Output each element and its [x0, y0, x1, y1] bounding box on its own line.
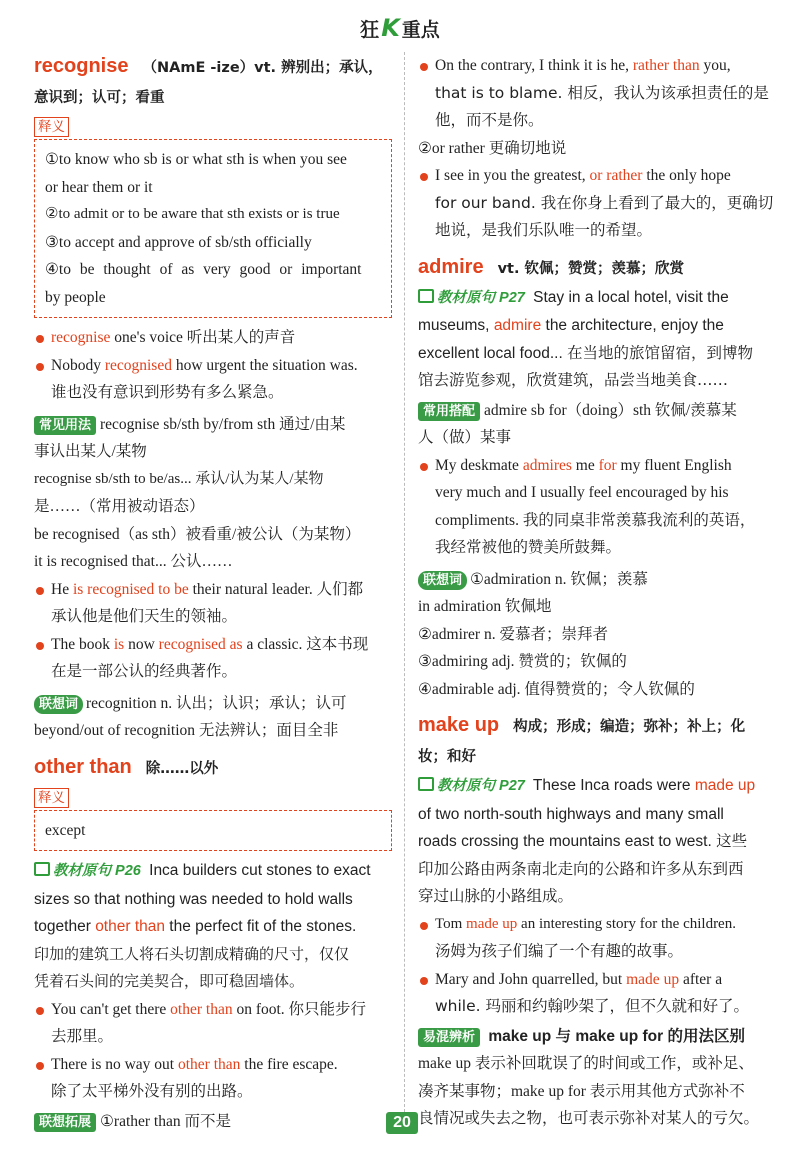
shiyi-tag: 释义 — [34, 117, 69, 137]
diff-line: 凑齐某事物；make up for 表示用其他方式弥补不 — [418, 1082, 745, 1100]
assoc-tag: 联想词 — [34, 695, 83, 714]
assoc-line: ④admirable adj. 值得赞赏的；令人钦佩的 — [418, 680, 695, 698]
usage-tag: 常见用法 — [34, 416, 96, 435]
example-translation: 承认他是他们天生的领袖。 — [51, 607, 238, 625]
usage-line: be recognised（as sth）被看重/被公认（为某物） — [34, 525, 361, 543]
source-translation: 凭着石头间的完美契合，即可稳固墙体。 — [34, 972, 305, 990]
diff-title: 易混辨析 make up 与 make up for 的用法区别 — [418, 1023, 778, 1051]
example-sentence: There is no way out other than the fire escape. — [34, 1051, 392, 1079]
assoc-line: beyond/out of recognition 无法辨认；面目全非 — [34, 722, 339, 739]
source-translation: 馆去游览参观，欣赏建筑，品尝当地美食…… — [418, 371, 729, 389]
source-sentence: 教材原句 P27 These Inca roads were made up — [418, 772, 778, 801]
source-translation: 印加公路由两条南北走向的公路和许多从东到西 — [418, 859, 744, 878]
example-sentence: Nobody recognised how urgent the situation was. — [34, 352, 392, 380]
example-sentence: He is recognised to be their natural leader. 人们都 — [34, 576, 392, 604]
source-sentence: 教材原句 P26 Inca builders cut stones to exact — [34, 857, 392, 886]
usage-line: it is recognised that... 公认…… — [34, 553, 233, 570]
left-column — [34, 52, 392, 1135]
assoc-line: 联想词 recognition n. 认出；认识；承认；认可 — [34, 690, 392, 718]
other-than-definition: 除……以外 — [145, 760, 219, 777]
diff-line: make up 表示补回耽误了的时间或工作，或补足、 — [418, 1055, 754, 1072]
recognise-meaning-box — [34, 139, 392, 318]
source-sentence: together other than the perfect fit of the stones. — [34, 918, 357, 935]
shiyi-tag: 释义 — [34, 788, 69, 808]
headword-admire: admire — [418, 255, 484, 278]
make-up-definition-2: 妆；和好 — [418, 749, 476, 765]
example-translation: 去那里。 — [51, 1027, 114, 1045]
headword-recognise: recognise — [34, 55, 129, 77]
example-sentence: My deskmate admires me for my fluent English — [418, 452, 778, 480]
source-tag: 教材原句 P27 — [418, 778, 525, 794]
example-translation: 在是一部公认的经典著作。 — [51, 662, 238, 680]
meaning-line: or hear them or it — [45, 178, 153, 196]
usage-line: 事认出某人/某物 — [34, 443, 147, 460]
usage-line: 是……（常用被动语态） — [34, 498, 205, 515]
make-up-definition: 构成；形成；编造；弥补；补上；化 — [513, 719, 746, 735]
entry-admire-head — [418, 253, 778, 284]
assoc-line: 联想词 ①admiration n. 钦佩；羡慕 — [418, 566, 778, 594]
collocation-tag: 常用搭配 — [418, 402, 480, 421]
page-header — [0, 14, 800, 42]
example-sentence: I see in you the greatest, or rather the only hope — [418, 162, 778, 190]
column-divider — [404, 52, 405, 1112]
extension-tag: 联想拓展 — [34, 1113, 96, 1132]
source-sentence: roads crossing the mountains east to west. 这些 — [418, 833, 748, 850]
source-sentence: of two north-south highways and many small — [418, 805, 724, 823]
assoc-line: in admiration 钦佩地 — [418, 598, 552, 615]
example-sentence-cont: very much and I usually feel encouraged by his — [435, 484, 729, 501]
header-k: K — [381, 14, 400, 42]
example-translation: that is to blame. 相反，我认为该承担责任的是 — [435, 83, 769, 102]
header-left: 狂 — [360, 19, 380, 41]
headword-other-than: other than — [34, 755, 132, 778]
source-translation: 印加的建筑工人将石头切割成精确的尺寸，仅仅 — [34, 944, 350, 963]
headword-make-up: make up — [418, 714, 500, 736]
header-right: 重点 — [401, 19, 440, 41]
diff-tag: 易混辨析 — [418, 1028, 480, 1047]
source-tag: 教材原句 P26 — [34, 863, 141, 879]
example-sentence: Mary and John quarrelled, but made up after a — [418, 966, 778, 994]
other-than-meaning-box — [34, 810, 392, 852]
entry-recognise-head — [34, 52, 392, 83]
assoc-line: ③admiring adj. 赞赏的；钦佩的 — [418, 653, 627, 670]
right-column — [418, 52, 778, 1133]
page-number: 20 — [386, 1112, 418, 1134]
extension-line: ②or rather 更确切地说 — [418, 139, 567, 157]
example-translation: 除了太平梯外没有别的出路。 — [51, 1082, 253, 1100]
diff-line: 良情况或失去之物，也可表示弥补对某人的亏欠。 — [418, 1110, 760, 1127]
source-tag: 教材原句 P27 — [418, 290, 525, 306]
recognise-definition: （NAmE -ize）vt. 辨别出；承认， — [142, 60, 383, 76]
example-sentence: The book is now recognised as a classic. 这本书现 — [34, 631, 392, 659]
example-translation: 地说，是我们乐队唯一的希望。 — [435, 221, 653, 239]
assoc-line: ②admirer n. 爱慕者；崇拜者 — [418, 625, 608, 643]
example-translation: 谁也没有意识到形势有多么紧急。 — [51, 383, 284, 401]
example-translation: while. 玛丽和约翰吵架了，但不久就和好了。 — [435, 997, 750, 1015]
example-sentence: On the contrary, I think it is he, rather than you, — [418, 52, 778, 80]
meaning-line: ③to accept and approve of sb/sth officially — [45, 233, 312, 251]
recognise-definition-2: 意识到；认可；看重 — [34, 90, 165, 106]
example-sentence: Tom made up an interesting story for the children. — [418, 911, 778, 939]
example-translation: 汤姆为孩子们编了一个有趣的故事。 — [435, 942, 684, 960]
meaning-line: by people — [45, 288, 106, 306]
source-translation: 穿过山脉的小路组成。 — [418, 887, 574, 905]
usage-line: recognise sb/sth to be/as... 承认/认为某人/某物 — [34, 470, 324, 487]
example-translation: for our band. 我在你身上看到了最大的，更确切 — [435, 193, 774, 212]
example-sentence-cont: compliments. 我的同桌非常羡慕我流利的英语， — [435, 511, 756, 529]
example-sentence: recognise one's voice 听出某人的声音 — [34, 324, 392, 352]
usage-line: 常见用法 recognise sb/sth by/from sth 通过/由某 — [34, 411, 392, 439]
meaning-line: ①to know who sb is or what sth is when you see — [45, 151, 347, 168]
assoc-tag: 联想词 — [418, 571, 467, 590]
meaning-line: ②to admit or to be aware that sth exists or is true — [45, 206, 340, 222]
example-translation: 他，而不是你。 — [435, 111, 544, 129]
example-sentence: You can't get there other than on foot. 你只能步行 — [34, 996, 392, 1024]
admire-definition: vt. 钦佩；赞赏；羡慕；欣赏 — [497, 260, 685, 277]
meaning-line: except — [45, 821, 86, 839]
collocation-line: 人（做）某事 — [418, 429, 512, 446]
entry-other-than-head — [34, 753, 392, 784]
collocation-line: 常用搭配 admire sb for（doing）sth 钦佩/羡慕某 — [418, 397, 778, 425]
extension-line: 联想拓展 ①rather than 而不是 — [34, 1108, 392, 1136]
source-sentence: sizes so that nothing was needed to hold walls — [34, 890, 353, 908]
example-translation: 我经常被他的赞美所鼓舞。 — [435, 538, 622, 556]
entry-make-up-head — [418, 711, 778, 742]
source-sentence: 教材原句 P27 Stay in a local hotel, visit the — [418, 284, 778, 313]
source-sentence: museums, admire the architecture, enjoy the — [418, 317, 724, 334]
meaning-line: ④to be thought of as very good or important — [45, 261, 362, 278]
source-sentence: excellent local food... 在当地的旅馆留宿，到博物 — [418, 344, 754, 362]
